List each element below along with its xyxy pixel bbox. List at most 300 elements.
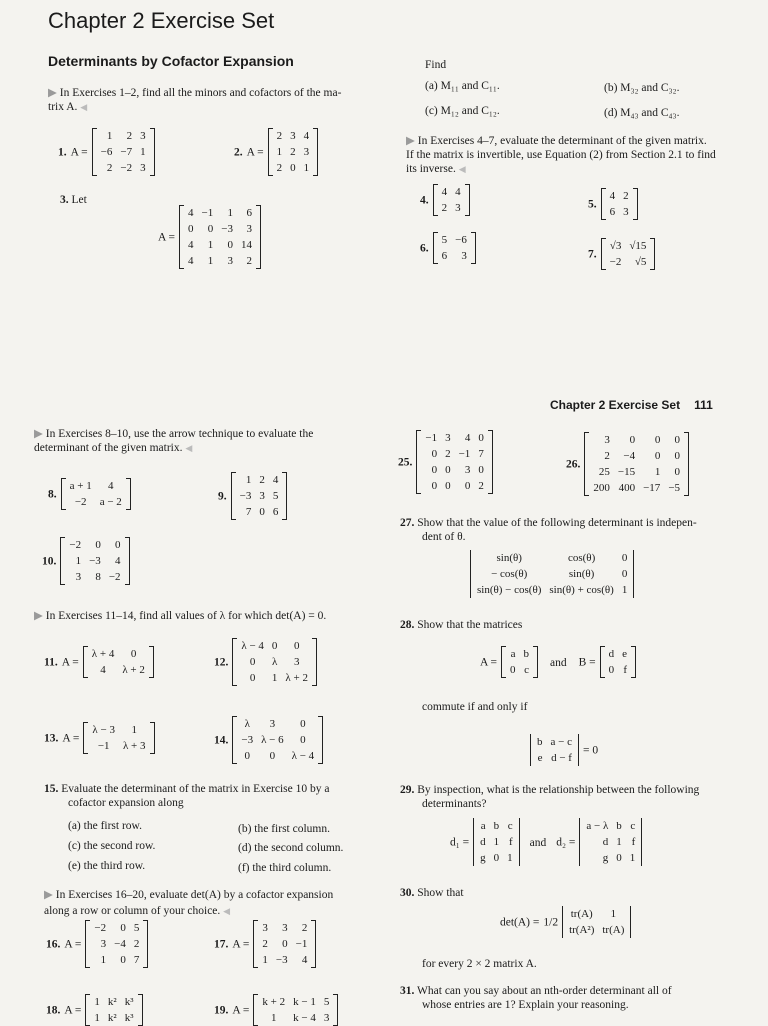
matrix-row bbox=[65, 537, 124, 553]
matrix-entry: 0 bbox=[674, 434, 681, 446]
matrix-entry: λ − 6 bbox=[261, 734, 284, 746]
exercise-6: 6. 5 −6 6 3 bbox=[420, 232, 476, 264]
right-bracket bbox=[282, 472, 287, 520]
matrix-entry: 2 bbox=[478, 480, 484, 492]
matrix-entry: a + 1 bbox=[69, 480, 92, 492]
arrow-icon: ▶ bbox=[406, 135, 415, 147]
matrix-entry: 5 bbox=[272, 490, 279, 502]
exercise-26: 26. 3 0 0 0 2 −4 0 0 25 −15 1 0 200 400 −17 −5 bbox=[566, 432, 689, 496]
matrix-row bbox=[273, 144, 314, 160]
matrix-row bbox=[184, 237, 256, 253]
matrix-entry: 0 bbox=[654, 450, 661, 462]
matrix-row bbox=[506, 662, 533, 678]
matrix-entry: −1 bbox=[458, 448, 471, 460]
matrix-entry: 2 bbox=[445, 448, 451, 460]
matrix bbox=[268, 128, 319, 176]
matrix-entry: −2 bbox=[120, 162, 133, 174]
matrix-entry: −6 bbox=[455, 234, 467, 246]
matrix-entry: −4 bbox=[114, 938, 126, 950]
exercise-intro-4-7-cont: If the matrix is invertible, use Equation (2) from Section 2.1 to find bbox=[406, 149, 716, 161]
find-c: (c) M₁₂ and C₁₂. bbox=[425, 105, 500, 117]
matrix-b bbox=[600, 646, 636, 678]
matrix-entry: 1 bbox=[94, 1012, 100, 1024]
matrix-entry: b bbox=[493, 820, 500, 832]
matrix-entry: d bbox=[480, 836, 486, 848]
matrix-entry: 0 bbox=[115, 539, 121, 551]
exercise-intro-11-14: ▶ In Exercises 11–14, find all values of λ for which det(A) = 0. bbox=[34, 610, 327, 622]
matrix-entry: 1 bbox=[207, 239, 214, 251]
matrix-row bbox=[606, 238, 651, 254]
exercise-7: 7. √3 √15 −2 √5 bbox=[588, 238, 655, 270]
matrix-entry: k + 2 bbox=[262, 996, 286, 1008]
matrix bbox=[416, 430, 492, 494]
arrow-icon: ▶ bbox=[34, 428, 43, 440]
matrix-entry: 0 bbox=[300, 718, 306, 730]
matrix-row bbox=[506, 646, 533, 662]
matrix-entry: 400 bbox=[618, 482, 636, 494]
right-bracket bbox=[533, 646, 538, 678]
matrix-row bbox=[236, 472, 283, 488]
back-arrow-icon: ◀ bbox=[223, 906, 231, 916]
back-arrow-icon: ◀ bbox=[185, 443, 193, 453]
matrix-entry: 4 bbox=[188, 239, 194, 251]
exercise-27-cont: dent of θ. bbox=[422, 531, 466, 543]
matrix-entries bbox=[438, 232, 471, 264]
determinant bbox=[470, 550, 634, 598]
matrix-entry: 0 bbox=[510, 664, 516, 676]
matrix-row bbox=[273, 128, 314, 144]
exercise-15-f: (f) the third column. bbox=[238, 862, 332, 874]
exercise-29: 29. By inspection, what is the relationship between the following bbox=[400, 784, 700, 796]
exercise-30-tail: for every 2 × 2 matrix A. bbox=[422, 958, 537, 970]
matrix-entry: 3 bbox=[323, 1012, 330, 1024]
exercise-15: 15. Evaluate the determinant of the matrix in Exercise 10 by a bbox=[44, 783, 330, 795]
matrix-entry: 0 bbox=[478, 432, 484, 444]
matrix-entry: k³ bbox=[124, 996, 134, 1008]
matrix-entries bbox=[565, 906, 628, 938]
matrix-row bbox=[88, 662, 149, 678]
matrix-entry: f bbox=[631, 836, 636, 848]
matrix-entry: 4 bbox=[188, 255, 194, 267]
matrix-entry: sin(θ) bbox=[496, 552, 522, 564]
determinant bbox=[562, 906, 631, 938]
matrix-row bbox=[606, 188, 633, 204]
exercise-1: 1. A = 1 2 3 −6 −7 1 2 −2 3 bbox=[58, 128, 155, 176]
exercise-15-a: (a) the first row. bbox=[68, 820, 142, 832]
matrix-entry: e bbox=[622, 648, 628, 660]
matrix-row bbox=[66, 478, 126, 494]
right-bracket bbox=[465, 184, 470, 216]
matrix-entries bbox=[97, 128, 150, 176]
matrix-row bbox=[421, 462, 487, 478]
matrix-entry: −1 bbox=[97, 740, 110, 752]
matrix-entries bbox=[258, 920, 311, 968]
matrix-row bbox=[184, 205, 256, 221]
matrix-entry: 6 bbox=[441, 250, 448, 262]
matrix-row bbox=[421, 478, 487, 494]
right-bracket bbox=[576, 734, 579, 766]
matrix-entry: λ bbox=[244, 718, 250, 730]
matrix bbox=[232, 638, 317, 686]
matrix-entry: −3 bbox=[275, 954, 288, 966]
matrix-entry: 0 bbox=[478, 464, 484, 476]
matrix-entry: 2 bbox=[106, 162, 113, 174]
matrix-row bbox=[97, 128, 150, 144]
exercise-27: 27. Show that the value of the following determinant is indepen- bbox=[400, 517, 697, 529]
right-bracket bbox=[143, 920, 148, 968]
matrix-entry: λ − 3 bbox=[92, 724, 115, 736]
matrix-entry: 3 bbox=[464, 464, 471, 476]
matrix-entry: λ + 3 bbox=[122, 740, 146, 752]
matrix-entry: 6 bbox=[272, 506, 279, 518]
matrix-row bbox=[605, 662, 631, 678]
matrix-entry: 2 bbox=[133, 938, 140, 950]
matrix-row bbox=[65, 553, 124, 569]
matrix-entry: 6 bbox=[246, 207, 252, 219]
exercise-29-determinants: d₁ = a b c d 1 f g 0 1 and d₂ = a − λ b c d 1 f g 0 1 bbox=[450, 818, 642, 866]
matrix-row bbox=[97, 160, 150, 176]
matrix-entry: d bbox=[602, 836, 609, 848]
matrix-entry: 0 bbox=[464, 480, 471, 492]
matrix-entry: −3 bbox=[239, 490, 252, 502]
matrix-entry: 0 bbox=[431, 480, 438, 492]
right-bracket bbox=[333, 994, 338, 1026]
matrix-row bbox=[476, 834, 517, 850]
exercise-17: 17. A = 3 3 2 2 0 −1 1 −3 4 bbox=[214, 920, 316, 968]
matrix-entry: 3 bbox=[262, 922, 268, 934]
matrix-entries bbox=[237, 638, 312, 686]
matrix-entry: 0 bbox=[674, 450, 681, 462]
arrow-icon: ▶ bbox=[48, 87, 57, 99]
matrix bbox=[85, 920, 148, 968]
exercise-4: 4. 4 4 2 3 bbox=[420, 184, 470, 216]
matrix bbox=[601, 238, 656, 270]
matrix-entry: 5 bbox=[441, 234, 448, 246]
matrix bbox=[584, 432, 689, 496]
exercise-intro-8-10-cont: determinant of the given matrix. ◀ bbox=[34, 442, 193, 454]
matrix-entry: 0 bbox=[616, 852, 622, 864]
matrix-row bbox=[90, 936, 143, 952]
matrix-entry: −4 bbox=[623, 450, 636, 462]
matrix-entry: 2 bbox=[623, 190, 629, 202]
exercise-12: 12. λ − 4 0 0 0 λ 3 0 1 λ + 2 bbox=[214, 638, 317, 686]
determinant-d2 bbox=[579, 818, 642, 866]
matrix-entry: 0 bbox=[431, 448, 438, 460]
matrix-entries bbox=[236, 472, 283, 520]
matrix-row bbox=[66, 494, 126, 510]
matrix-row bbox=[237, 654, 312, 670]
matrix-entry: k² bbox=[107, 1012, 117, 1024]
matrix-entry: d bbox=[608, 648, 615, 660]
matrix-entry: 0 bbox=[282, 938, 288, 950]
matrix-entry: −3 bbox=[241, 734, 254, 746]
matrix-entry: √15 bbox=[629, 240, 647, 252]
matrix-entry: f bbox=[508, 836, 513, 848]
matrix-entry: a bbox=[510, 648, 516, 660]
exercise-28-commute: commute if and only if bbox=[422, 701, 528, 713]
matrix-row bbox=[473, 550, 631, 566]
matrix-entry: c bbox=[630, 820, 636, 832]
right-bracket bbox=[631, 646, 636, 678]
exercise-30-formula: det(A) = 1/2 tr(A) 1 tr(A²) tr(A) bbox=[500, 906, 631, 938]
matrix-row bbox=[589, 448, 684, 464]
matrix-entry: 2 bbox=[276, 130, 283, 142]
matrix-entry: 2 bbox=[290, 146, 296, 158]
find-b: (b) M₃₂ and C₃₂. bbox=[604, 82, 680, 94]
exercise-13: 13. A = λ − 3 1 −1 λ + 3 bbox=[44, 722, 155, 754]
exercise-intro-1-2: ▶ In Exercises 1–2, find all the minors and cofactors of the ma- bbox=[48, 87, 342, 99]
matrix-entry: 1 bbox=[106, 130, 113, 142]
matrix-row bbox=[438, 200, 465, 216]
matrix-entries bbox=[606, 238, 651, 270]
matrix-entries bbox=[473, 550, 631, 598]
matrix-row bbox=[237, 638, 312, 654]
matrix bbox=[83, 722, 154, 754]
matrix-row bbox=[606, 204, 633, 220]
matrix-entry: 4 bbox=[303, 130, 310, 142]
matrix-entry: 2 bbox=[259, 474, 265, 486]
back-arrow-icon: ◀ bbox=[80, 102, 88, 112]
matrix-entry: 4 bbox=[272, 474, 279, 486]
matrix-entry: 4 bbox=[115, 555, 121, 567]
matrix-entry: 3 bbox=[623, 206, 629, 218]
matrix-entry: 1 bbox=[610, 908, 617, 920]
matrix-entry: 4 bbox=[455, 186, 461, 198]
matrix bbox=[253, 994, 338, 1026]
matrix-entry: −5 bbox=[668, 482, 681, 494]
matrix-entry: 0 bbox=[293, 640, 300, 652]
matrix-entry: 1 bbox=[493, 836, 500, 848]
matrix-entry: 7 bbox=[478, 448, 484, 460]
matrix-entry: 1 bbox=[654, 466, 661, 478]
arrow-icon: ▶ bbox=[34, 610, 43, 622]
matrix-row bbox=[258, 936, 311, 952]
right-bracket bbox=[639, 818, 642, 866]
matrix-entry: 0 bbox=[621, 552, 628, 564]
matrix-entry: d − f bbox=[551, 752, 572, 764]
matrix-row bbox=[90, 920, 143, 936]
running-head: Chapter 2 Exercise Set 111 bbox=[550, 398, 713, 412]
matrix-entry: −2 bbox=[74, 496, 87, 508]
exercise-intro-8-10: ▶ In Exercises 8–10, use the arrow technique to evaluate the bbox=[34, 428, 314, 440]
matrix-entry: 1 bbox=[621, 584, 628, 596]
matrix-row bbox=[438, 232, 471, 248]
exercise-31: 31. What can you say about an nth-order determinant all of bbox=[400, 985, 672, 997]
exercise-28-matrices: A = a b 0 c and B = d e 0 f bbox=[480, 646, 636, 678]
matrix-row bbox=[582, 834, 639, 850]
right-bracket bbox=[631, 550, 634, 598]
matrix-entry: 0 bbox=[244, 750, 250, 762]
exercise-15-e: (e) the third row. bbox=[68, 860, 146, 872]
matrix-entry: 6 bbox=[609, 206, 616, 218]
matrix bbox=[232, 716, 323, 764]
matrix-row bbox=[237, 670, 312, 686]
matrix-entry: 0 bbox=[249, 656, 256, 668]
matrix-entry: 1 bbox=[131, 724, 137, 736]
exercise-8: 8. a + 1 4 −2 a − 2 bbox=[48, 478, 131, 510]
matrix-entry: k − 4 bbox=[293, 1012, 316, 1024]
exercise-15-d: (d) the second column. bbox=[238, 842, 344, 854]
matrix-row bbox=[473, 582, 631, 598]
exercise-29-cont: determinants? bbox=[422, 798, 487, 810]
matrix-entries bbox=[258, 994, 333, 1026]
matrix-entry: 0 bbox=[207, 223, 214, 235]
matrix-entry: −15 bbox=[617, 466, 636, 478]
matrix-row bbox=[438, 184, 465, 200]
matrix-entry: λ bbox=[272, 656, 278, 668]
right-bracket bbox=[471, 232, 476, 264]
matrix-entry: a bbox=[480, 820, 486, 832]
matrix-entry: k − 1 bbox=[293, 996, 316, 1008]
matrix-row bbox=[421, 430, 487, 446]
exercise-31-cont: whose entries are 1? Explain your reasoning. bbox=[422, 999, 629, 1011]
matrix-row bbox=[258, 952, 311, 968]
matrix-entry: −1 bbox=[201, 207, 214, 219]
right-bracket bbox=[650, 238, 655, 270]
exercise-11: 11. A = λ + 4 0 4 λ + 2 bbox=[44, 646, 154, 678]
matrix-entry: −2 bbox=[94, 922, 107, 934]
matrix-entry: 3 bbox=[455, 202, 461, 214]
exercise-intro-16-20-cont: along a row or column of your choice. ◀ bbox=[44, 905, 231, 917]
matrix bbox=[433, 184, 470, 216]
exercise-10: 10. −2 0 0 1 −3 4 3 8 −2 bbox=[42, 537, 130, 585]
matrix-entries bbox=[66, 478, 126, 510]
exercise-28-condition: b a − c e d − f = 0 bbox=[530, 734, 598, 766]
matrix-entry: 4 bbox=[188, 207, 194, 219]
matrix-entry: 0 bbox=[188, 223, 194, 235]
matrix-entry: 3 bbox=[140, 130, 146, 142]
matrix-entry: 1 bbox=[507, 852, 513, 864]
matrix-row bbox=[184, 221, 256, 237]
matrix-entry: 8 bbox=[95, 571, 101, 583]
matrix-entry: 0 bbox=[621, 568, 628, 580]
matrix-entries bbox=[605, 646, 631, 678]
matrix-entry: c bbox=[524, 664, 530, 676]
matrix-row bbox=[88, 722, 149, 738]
matrix-entry: 2 bbox=[604, 450, 610, 462]
matrix bbox=[179, 205, 261, 269]
matrix-entries bbox=[421, 430, 487, 494]
matrix-entry: 0 bbox=[300, 734, 306, 746]
matrix-entry: tr(A²) bbox=[569, 924, 595, 936]
matrix-entry: −2 bbox=[69, 539, 82, 551]
matrix-entry: 3 bbox=[140, 162, 146, 174]
matrix-row bbox=[473, 566, 631, 582]
matrix-entry: 3 bbox=[303, 146, 310, 158]
exercise-2: 2. A = 2 3 4 1 2 3 2 0 1 bbox=[234, 128, 318, 176]
matrix-row bbox=[184, 253, 256, 269]
matrix bbox=[83, 646, 154, 678]
matrix-entries bbox=[237, 716, 318, 764]
matrix-entry: 3 bbox=[461, 250, 467, 262]
matrix-entries bbox=[438, 184, 465, 216]
back-arrow-icon: ◀ bbox=[458, 164, 466, 174]
exercise-15-b: (b) the first column. bbox=[238, 823, 330, 835]
matrix bbox=[60, 537, 129, 585]
matrix bbox=[433, 232, 476, 264]
matrix-entry: 1 bbox=[245, 474, 252, 486]
matrix-entry: 1 bbox=[140, 146, 146, 158]
matrix-entry: 4 bbox=[464, 432, 471, 444]
matrix-entries bbox=[476, 818, 517, 866]
matrix-entry: λ + 2 bbox=[122, 664, 145, 676]
matrix-entry: 3 bbox=[227, 255, 233, 267]
matrix-entry: 1 bbox=[616, 836, 622, 848]
matrix-entry: tr(A) bbox=[570, 908, 593, 920]
matrix-entry: λ + 4 bbox=[91, 648, 115, 660]
find-a: (a) M₁₁ and C₁₁. bbox=[425, 80, 500, 92]
matrix-entry: 0 bbox=[271, 640, 278, 652]
matrix-entry: sin(θ) + cos(θ) bbox=[549, 584, 614, 596]
matrix-entry: sin(θ) − cos(θ) bbox=[477, 584, 542, 596]
matrix-entry: 0 bbox=[629, 434, 636, 446]
matrix-entry: 4 bbox=[100, 664, 106, 676]
section-heading: Determinants by Cofactor Expansion bbox=[48, 53, 294, 69]
matrix-entries bbox=[88, 646, 149, 678]
matrix-entry: 7 bbox=[245, 506, 252, 518]
matrix-entry: 1 bbox=[207, 255, 214, 267]
right-bracket bbox=[633, 188, 638, 220]
matrix-entry: 5 bbox=[323, 996, 330, 1008]
matrix-entries bbox=[65, 537, 124, 585]
matrix-entry: −7 bbox=[120, 146, 133, 158]
matrix-row bbox=[237, 716, 318, 732]
matrix bbox=[92, 128, 155, 176]
matrix-row bbox=[258, 994, 333, 1010]
matrix-entry: 200 bbox=[593, 482, 610, 494]
matrix-entry: 0 bbox=[608, 664, 615, 676]
exercise-18: 18. A = 1 k² k³ 1 k² k³ bbox=[46, 994, 143, 1026]
matrix-entry: sin(θ) bbox=[568, 568, 595, 580]
exercise-25: 25. −1 3 4 0 0 2 −1 7 0 0 3 0 0 0 0 2 bbox=[398, 430, 493, 494]
right-bracket bbox=[318, 716, 323, 764]
matrix-a bbox=[501, 646, 538, 678]
matrix-entry: 2 bbox=[262, 938, 268, 950]
matrix-entry: 3 bbox=[290, 130, 296, 142]
matrix bbox=[601, 188, 638, 220]
exercise-27-determinant bbox=[470, 550, 634, 598]
exercise-15-c: (c) the second row. bbox=[68, 840, 156, 852]
matrix-entries bbox=[184, 205, 256, 269]
matrix-entry: 0 bbox=[269, 750, 276, 762]
arrow-icon: ▶ bbox=[44, 889, 53, 901]
matrix-entry: 2 bbox=[126, 130, 133, 142]
matrix-entry: 0 bbox=[445, 464, 451, 476]
matrix-row bbox=[476, 850, 517, 866]
matrix-entry: −3 bbox=[221, 223, 233, 235]
matrix-entry: c bbox=[507, 820, 513, 832]
matrix-row bbox=[90, 952, 143, 968]
exercise-16: 16. A = −2 0 5 3 −4 2 1 0 7 bbox=[46, 920, 148, 968]
matrix-row bbox=[438, 248, 471, 264]
matrix-entry: −2 bbox=[609, 256, 622, 268]
matrix-entry: 3 bbox=[604, 434, 610, 446]
matrix-row bbox=[421, 446, 487, 462]
matrix-entry: −17 bbox=[643, 482, 661, 494]
matrix-entry: −6 bbox=[100, 146, 113, 158]
matrix-entry: λ − 4 bbox=[241, 640, 264, 652]
matrix-entries bbox=[506, 646, 533, 678]
matrix-entry: 3 bbox=[100, 938, 107, 950]
matrix-entry: 0 bbox=[227, 239, 233, 251]
determinant bbox=[530, 734, 579, 766]
exercise-19: 19. A = k + 2 k − 1 5 1 k − 4 3 bbox=[214, 994, 338, 1026]
exercise-intro-1-2-cont: trix A. ◀ bbox=[48, 101, 88, 113]
right-bracket bbox=[150, 128, 155, 176]
matrix-entry: 1 bbox=[262, 954, 268, 966]
matrix-row bbox=[565, 906, 628, 922]
matrix-entry: 0 bbox=[95, 539, 101, 551]
